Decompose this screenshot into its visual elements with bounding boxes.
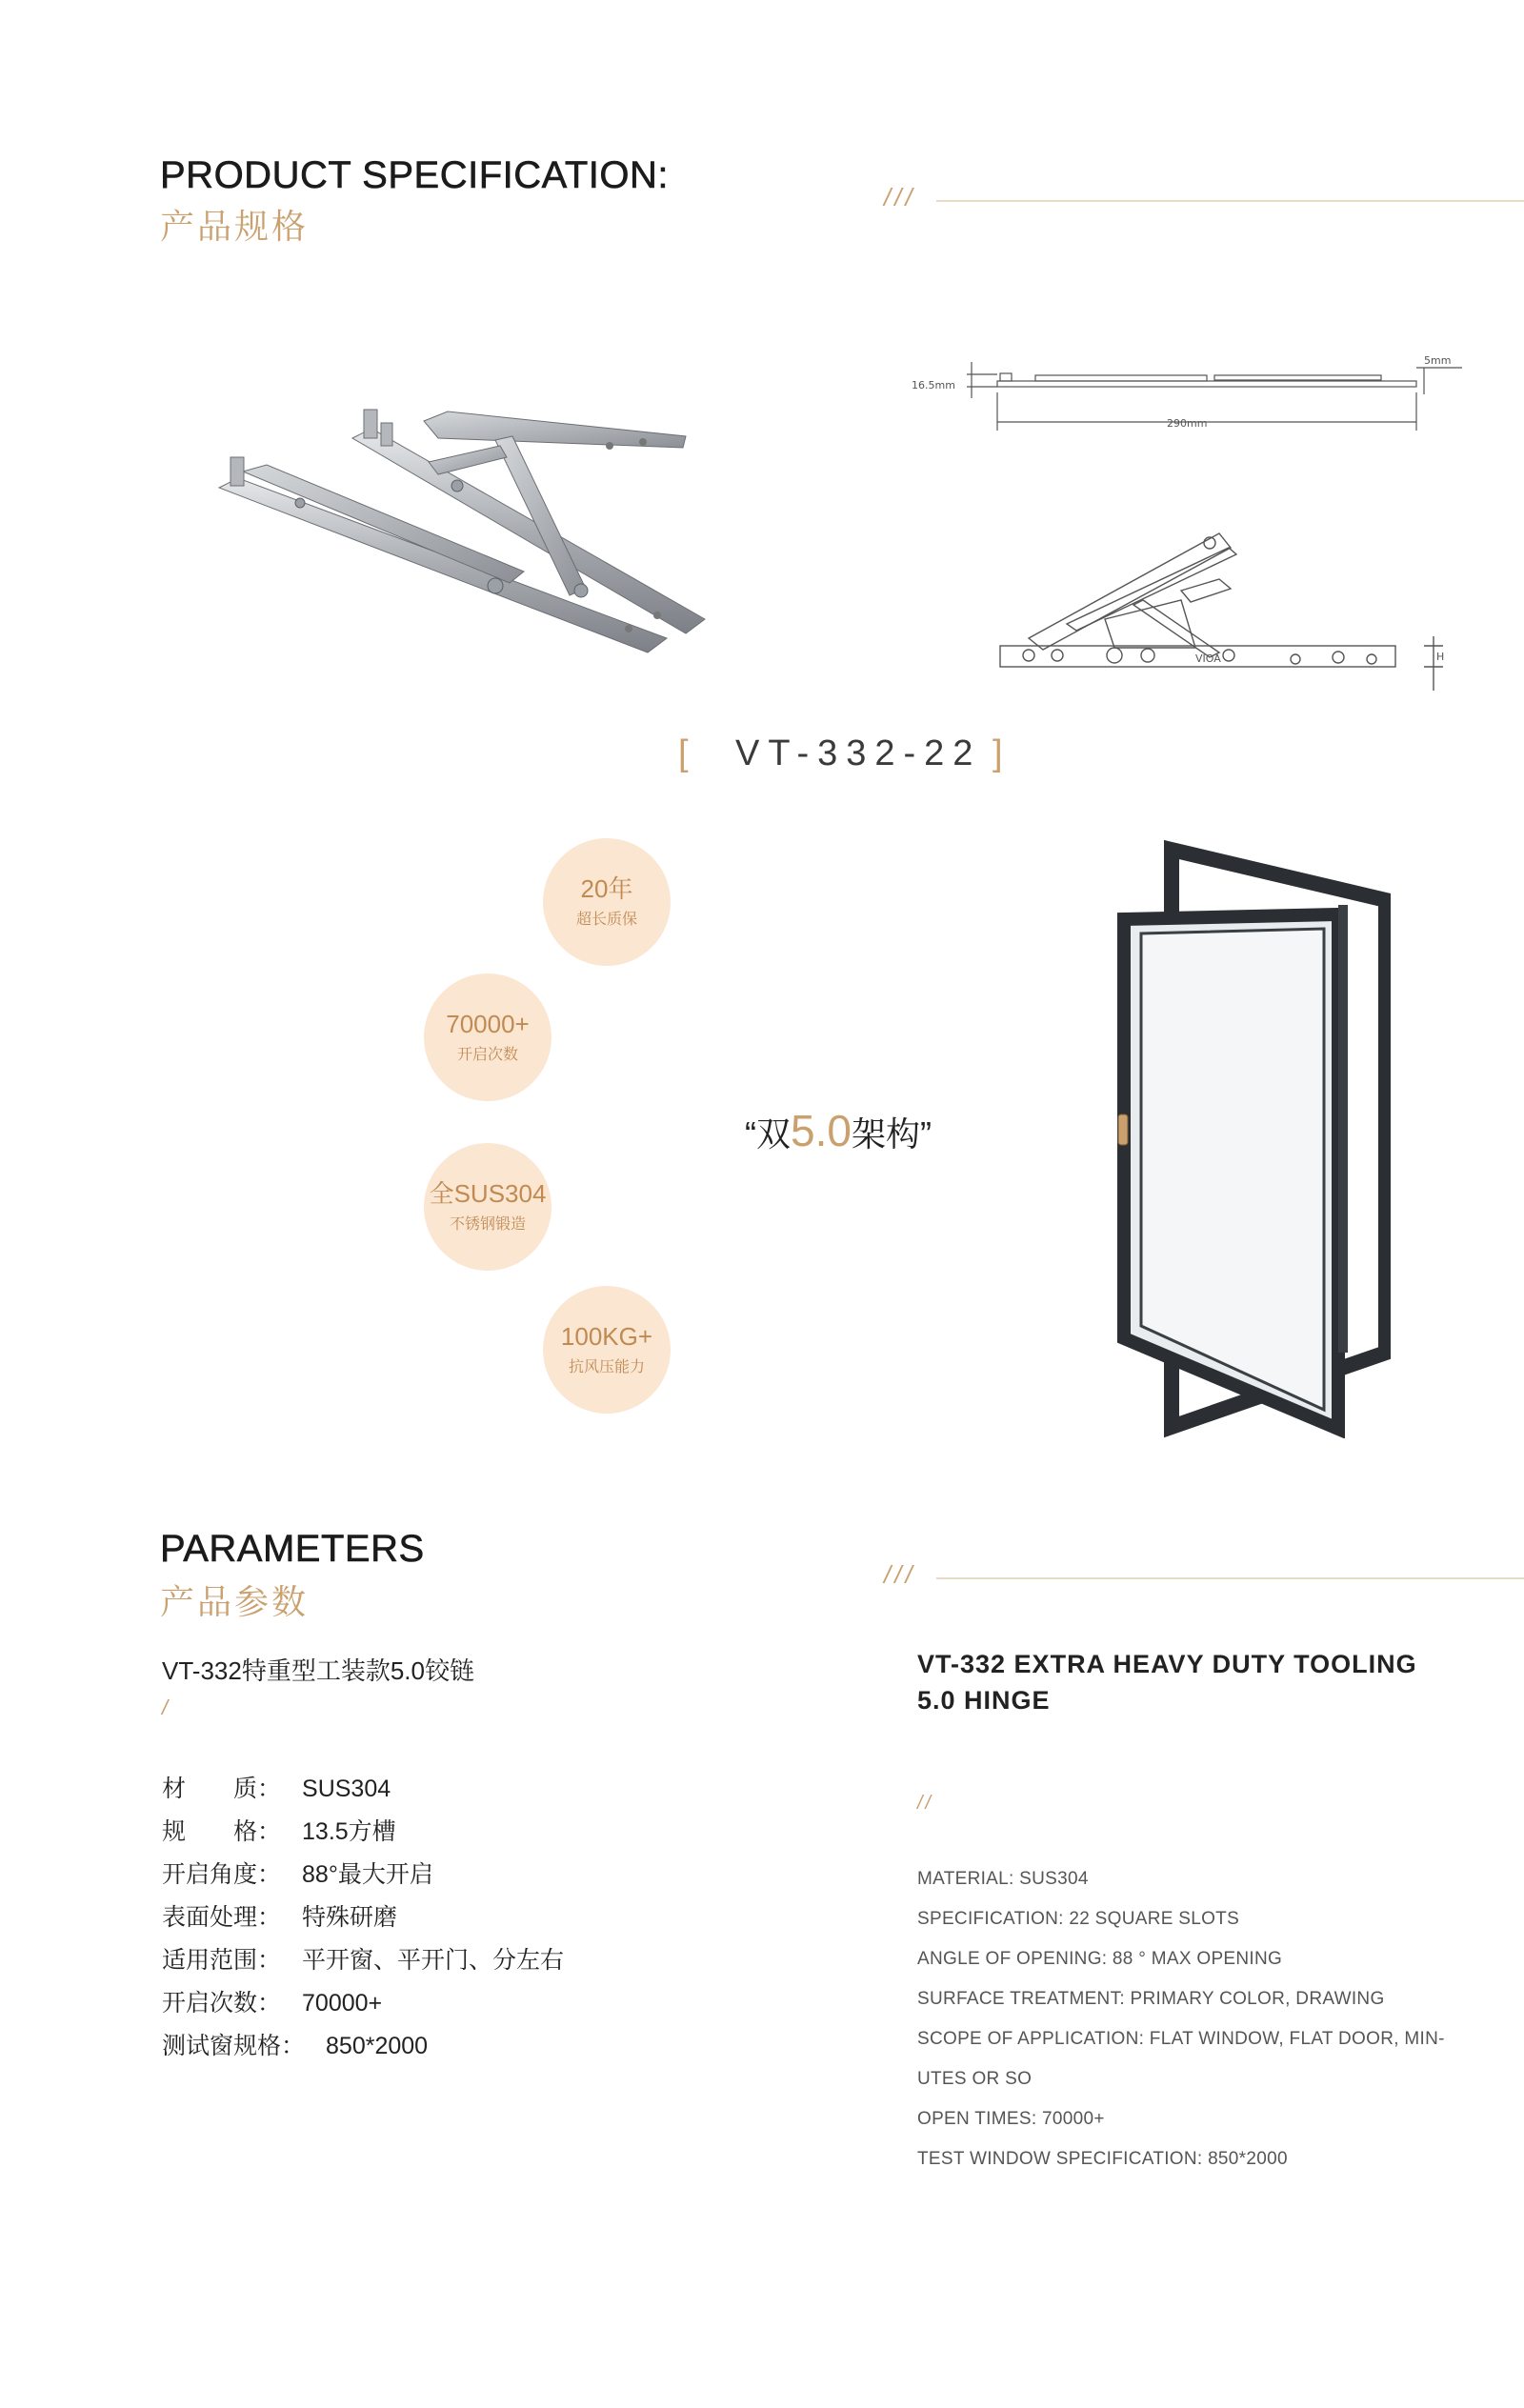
spec-slashes: ///: [884, 183, 916, 211]
feature-cycles-label: 开启次数: [456, 1046, 518, 1063]
cn-param-label: 测试窗规格：: [162, 2033, 306, 2059]
cn-param-label: 规 格：: [162, 1818, 282, 1845]
model-code: VT-332-22: [735, 733, 982, 773]
spec-title-en: PRODUCT SPECIFICATION:: [160, 154, 670, 196]
params-title-en: PARAMETERS: [160, 1528, 425, 1570]
feature-material-value: 全SUS304: [429, 1179, 547, 1209]
feature-bubble-material: [424, 1143, 551, 1271]
spec-rule: [936, 200, 1524, 202]
slogan: [745, 1105, 932, 1156]
dim-length-label: 290mm: [1167, 417, 1208, 430]
cn-param-label: 开启角度：: [162, 1861, 282, 1888]
slogan-pre: 双: [756, 1114, 792, 1154]
params-rule: [936, 1577, 1524, 1579]
cn-param-label: 开启次数：: [162, 1990, 282, 2017]
params-title-cn: 产品参数: [160, 1582, 310, 1621]
cn-param-row: [162, 1984, 382, 2018]
slogan-close-quote: ”: [919, 1114, 932, 1154]
cn-param-row: [162, 1770, 391, 1804]
en-param-row: SPECIFICATION: 22 SQUARE SLOTS: [917, 1909, 1240, 1929]
en-param-row: SURFACE TREATMENT: PRIMARY COLOR, DRAWING: [917, 1989, 1385, 2009]
params-slashes: ///: [884, 1560, 916, 1589]
cn-param-value: 平开窗、平开门、分左右: [302, 1947, 565, 1974]
cn-param-value: 850*2000: [326, 2033, 429, 2059]
cn-param-value: 70000+: [302, 1990, 383, 2017]
feature-wind-label: 抗风压能力: [568, 1358, 645, 1375]
feature-cycles-value: 70000+: [446, 1010, 530, 1039]
spec-title-cn: 产品规格: [160, 207, 310, 246]
feature-warranty-label: 超长质保: [575, 911, 637, 928]
cn-product-name: VT-332特重型工装款5.0铰链: [162, 1656, 474, 1685]
en-param-row: MATERIAL: SUS304: [917, 1869, 1089, 1889]
en-param-row: SCOPE OF APPLICATION: FLAT WINDOW, FLAT DOOR, MIN-: [917, 2029, 1445, 2049]
cn-param-row: [162, 1941, 564, 1976]
model-bracket-left: [: [678, 733, 689, 773]
en-title-line2: 5.0 HINGE: [917, 1686, 1051, 1715]
slogan-post: 架构: [851, 1114, 920, 1154]
slogan-number: 5.0: [791, 1106, 852, 1155]
feature-wind-value: 100KG+: [560, 1322, 653, 1352]
cn-param-row: [162, 1898, 397, 1933]
slogan-open-quote: “: [745, 1114, 756, 1154]
cn-param-label: 适用范围：: [162, 1947, 282, 1974]
hinge-side-drawing: [910, 343, 1472, 448]
dim-h-label: H: [1436, 651, 1445, 663]
hinge-product-image: [210, 400, 724, 667]
en-param-row: OPEN TIMES: 70000+: [917, 2109, 1105, 2129]
cn-param-row: [162, 1856, 433, 1890]
cn-param-value: 13.5方槽: [302, 1818, 396, 1845]
en-param-row: TEST WINDOW SPECIFICATION: 850*2000: [917, 2149, 1288, 2169]
brand-mark: VIOA: [1195, 652, 1221, 665]
dim-height-label: 16.5mm: [912, 379, 955, 391]
cn-param-label: 表面处理：: [162, 1904, 282, 1931]
cn-param-value: 88°最大开启: [302, 1861, 433, 1888]
en-product-title: [917, 1646, 1417, 1718]
cn-param-row: [162, 2027, 428, 2061]
model-bracket-right: ]: [993, 733, 1003, 773]
en-param-row: UTES OR SO: [917, 2069, 1033, 2089]
en-title-line1: VT-332 EXTRA HEAVY DUTY TOOLING: [917, 1650, 1417, 1678]
en-param-row: ANGLE OF OPENING: 88 ° MAX OPENING: [917, 1949, 1283, 1969]
feature-bubble-warranty: [543, 838, 671, 966]
feature-bubble-wind: [543, 1286, 671, 1414]
cn-slash: /: [162, 1696, 169, 1719]
feature-warranty-value: 20年: [580, 874, 633, 904]
hinge-open-drawing: [991, 505, 1467, 705]
en-slash: //: [917, 1793, 934, 1814]
cn-param-value: SUS304: [302, 1776, 391, 1802]
cn-param-row: [162, 1813, 396, 1847]
feature-bubble-cycles: [424, 973, 551, 1101]
window-product-image: [1105, 838, 1391, 1438]
cn-param-value: 特殊研磨: [302, 1904, 398, 1931]
cn-param-label: 材 质：: [162, 1776, 282, 1802]
dim-thickness-label: 5mm: [1424, 354, 1452, 367]
feature-material-label: 不锈钢锻造: [449, 1215, 526, 1233]
